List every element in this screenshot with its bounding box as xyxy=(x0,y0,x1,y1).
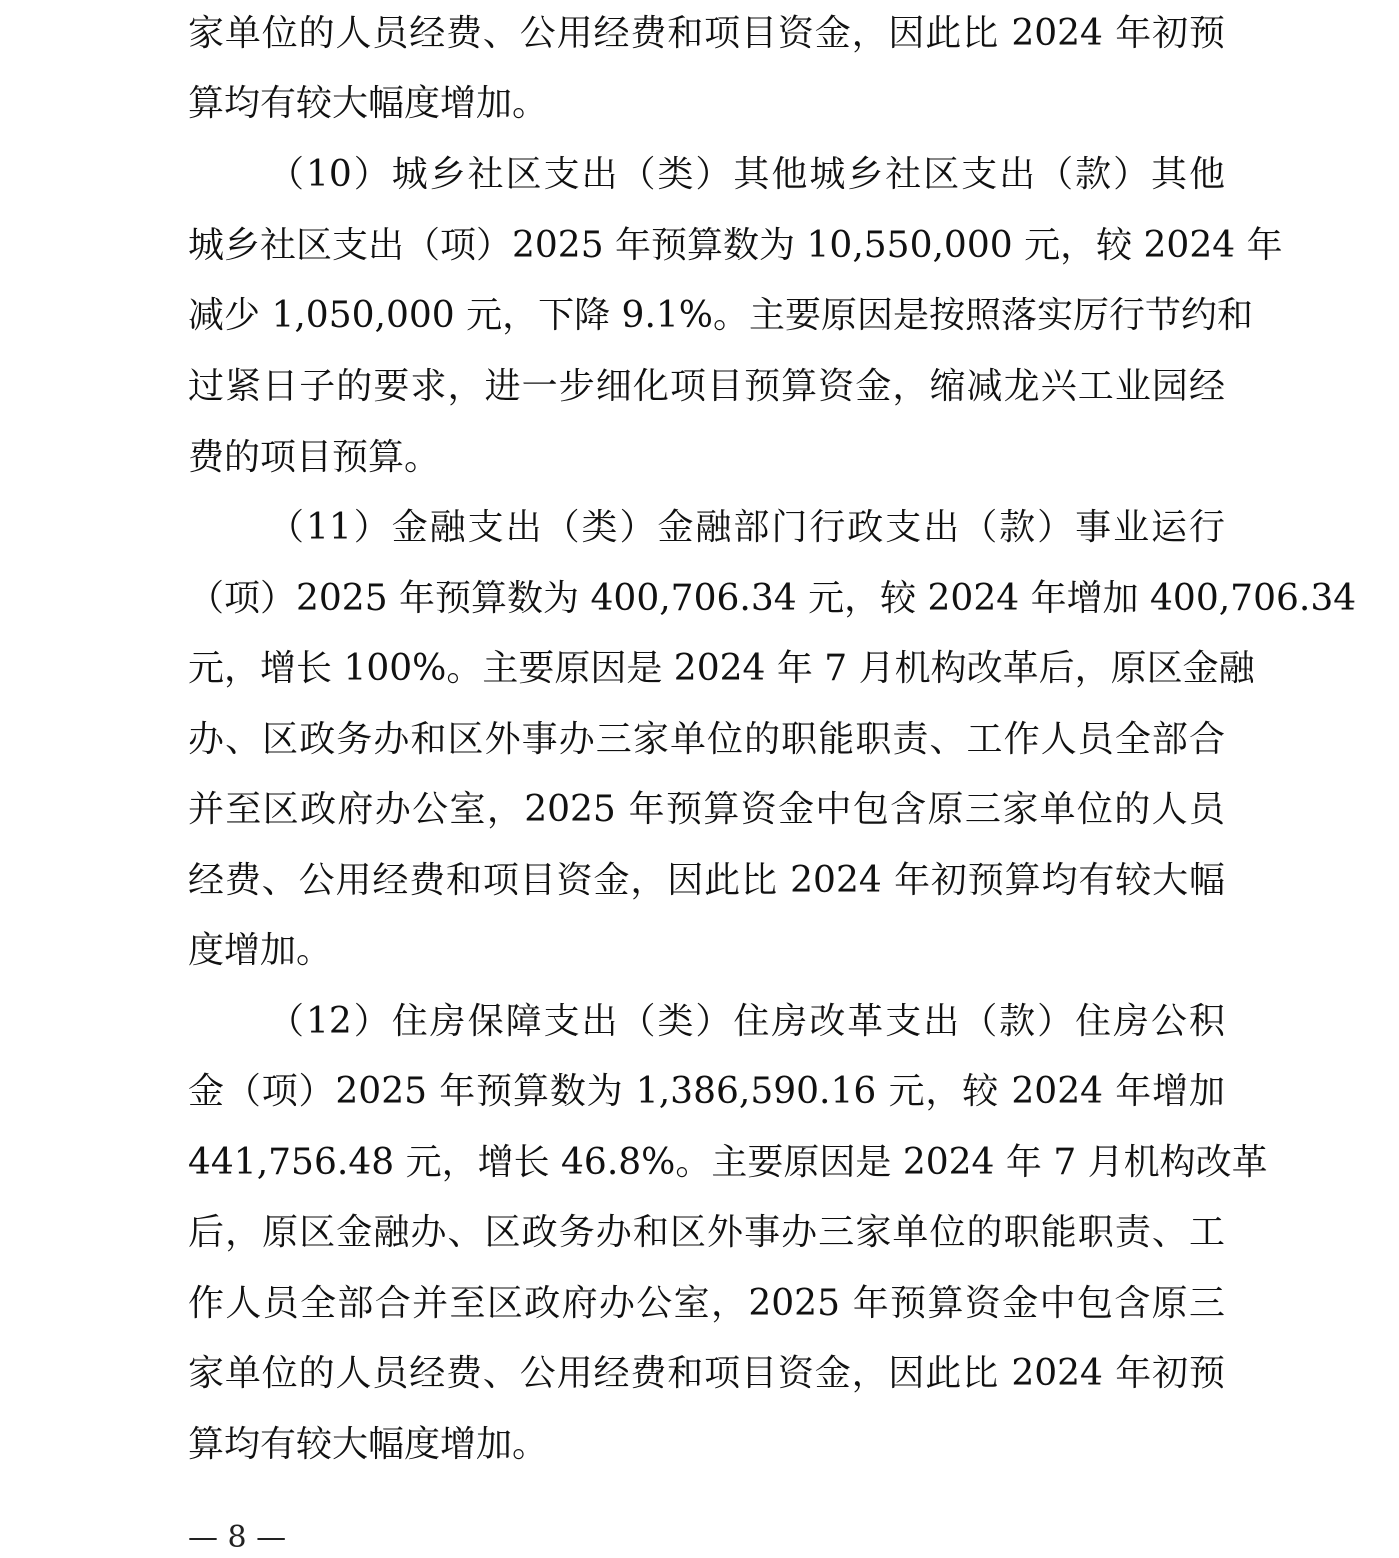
text-line: 经费、公用经费和项目资金，因此比 2024 年初预算均有较大幅 xyxy=(188,860,1225,901)
text-line: 算均有较大幅度增加。 xyxy=(188,1424,549,1465)
text-line: 办、区政务办和区外事办三家单位的职能职责、工作人员全部合 xyxy=(188,719,1225,760)
text-line: 度增加。 xyxy=(188,930,333,971)
text-line: 后，原区金融办、区政务办和区外事办三家单位的职能职责、工 xyxy=(188,1212,1225,1253)
text-line: 城乡社区支出（项）2025 年预算数为 10,550,000 元，较 2024 年 xyxy=(188,225,1283,266)
text-line: 减少 1,050,000 元，下降 9.1%。主要原因是按照落实厉行节约和 xyxy=(188,295,1254,336)
text-line: 作人员全部合并至区政府办公室，2025 年预算资金中包含原三 xyxy=(188,1283,1225,1324)
text-line: 家单位的人员经费、公用经费和项目资金，因此比 2024 年初预 xyxy=(188,1353,1225,1394)
text-line: 441,756.48 元，增长 46.8%。主要原因是 2024 年 7 月机构改革 xyxy=(188,1142,1268,1183)
text-line: 过紧日子的要求，进一步细化项目预算资金，缩减龙兴工业园经 xyxy=(188,366,1225,407)
text-line: （项）2025 年预算数为 400,706.34 元，较 2024 年增加 400,706.34 xyxy=(188,578,1357,619)
text-line: 并至区政府办公室，2025 年预算资金中包含原三家单位的人员 xyxy=(188,789,1225,830)
text-line: （12）住房保障支出（类）住房改革支出（款）住房公积 xyxy=(268,1001,1225,1042)
text-line: 元，增长 100%。主要原因是 2024 年 7 月机构改革后，原区金融 xyxy=(188,648,1255,689)
text-line: 金（项）2025 年预算数为 1,386,590.16 元，较 2024 年增加 xyxy=(188,1071,1225,1112)
text-line: （10）城乡社区支出（类）其他城乡社区支出（款）其他 xyxy=(268,154,1225,195)
text-line: 费的项目预算。 xyxy=(188,437,441,478)
text-line: 算均有较大幅度增加。 xyxy=(188,83,549,124)
text-line: （11）金融支出（类）金融部门行政支出（款）事业运行 xyxy=(268,507,1225,548)
page-number: — 8 — xyxy=(188,1520,287,1555)
text-line: 家单位的人员经费、公用经费和项目资金，因此比 2024 年初预 xyxy=(188,13,1225,54)
